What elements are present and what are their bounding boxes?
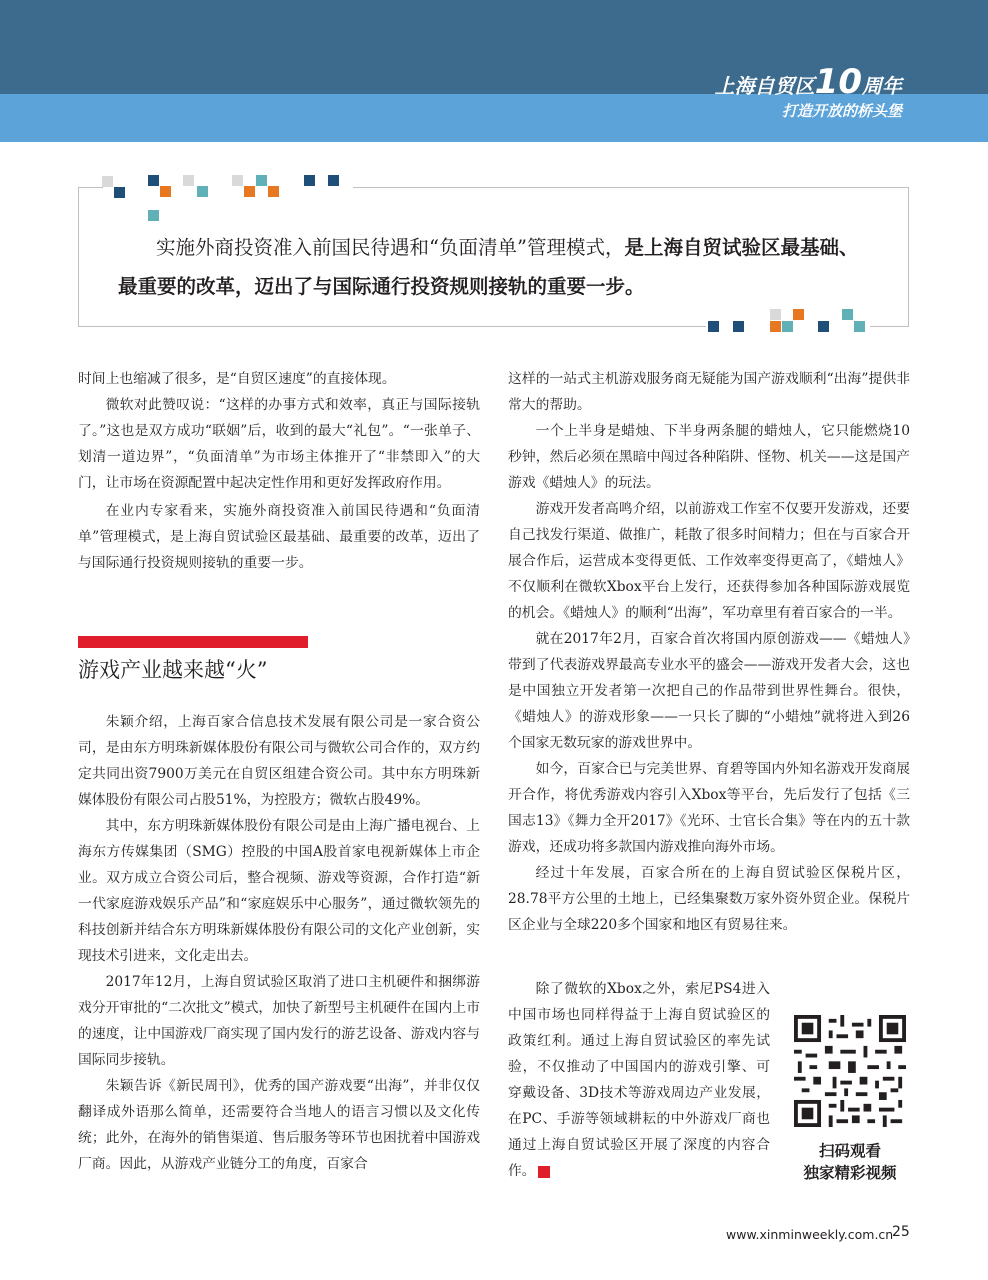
end-mark-icon — [538, 1166, 550, 1178]
section-bar — [78, 636, 308, 648]
article-column-right — [508, 366, 910, 938]
quote-frame-top-right — [353, 187, 909, 188]
brand-title: 上海自贸区10周年 — [714, 62, 902, 102]
brand-subtitle: 打造开放的桥头堡 — [781, 102, 902, 120]
article-column-left-2 — [78, 709, 480, 1177]
paragraph: 就在2017年2月，百家合首次将国内原创游戏——《蜡烛人》带到了代表游戏界最高专业水平的盛会——游戏开发者大会，这也是中国独立开发者第一次把自己的作品带到世界性舞台。很快，《蜡烛人》的游戏形象——一只长了脚的“小蜡烛”就将进入到26个国家无数玩家的游戏世界中。 — [508, 631, 910, 751]
pull-quote-bold-2: 最重要的改革，迈出了与国际通行投资规则接轨的重要一步。 — [118, 275, 645, 298]
article-column-right-last — [508, 976, 770, 1184]
paragraph: 在业内专家看来，实施外商投资准入前国民待遇和“负面清单”管理模式，是上海自贸试验区最基础、最重要的改革，迈出了与国际通行投资规则接轨的重要一步。 — [78, 503, 480, 571]
pull-quote-normal: 实施外商投资准入前国民待遇和“负面清单”管理模式， — [156, 236, 625, 259]
paragraph: 2017年12月，上海自贸试验区取消了进口主机硬件和捆绑游戏分开审批的“二次批文”模式，加快了新型号主机硬件在国内上市的速度，让中国游戏厂商实现了国内发行的游艺设备、游戏内容与国际同步接轨。 — [78, 974, 480, 1068]
paragraph: 微软对此赞叹说：“这样的办事方式和效率，真正与国际接轨了。”这也是双方成功“联姻”后，收到的最大“礼包”。“一张单子、划清一道边界”，“负面清单”为市场主体推开了“非禁即入”的大门，让市场在资源配置中起决定性作用和更好发挥政府作用。 — [78, 397, 480, 491]
pull-quote — [118, 228, 898, 306]
paragraph: 时间上也缩减了很多，是“自贸区速度”的直接体现。 — [78, 371, 396, 387]
quote-frame-top — [78, 187, 103, 188]
paragraph: 朱颖告诉《新民周刊》，优秀的国产游戏要“出海”，并非仅仅翻译成外语那么简单，还需要符合当地人的语言习惯以及文化传统；此外，在海外的销售渠道、售后服务等环节也困扰着中国游戏厂商。因此，从游戏产业链分工的角度，百家合 — [78, 1078, 480, 1172]
quote-frame-bottom — [78, 326, 706, 327]
paragraph: 游戏开发者高鸣介绍，以前游戏工作室不仅要开发游戏，还要自己找发行渠道、做推广，耗散了很多时间精力；但在与百家合开展合作后，运营成本变得更低、工作效率变得更高了，《蜡烛人》不仅顺利在微软Xbox平台上发行，还获得参加各种国际游戏展览的机会。《蜡烛人》的顺利“出海”，军功章里有着百家合的一半。 — [508, 501, 910, 621]
paragraph: 其中，东方明珠新媒体股份有限公司是由上海广播电视台、上海东方传媒集团（SMG）控股的中国A股首家电视新媒体上市企业。双方成立合资公司后，整合视频、游戏等资源，合作打造“新一代家庭游戏娱乐产品”和“家庭娱乐中心服务”，通过微软领先的科技创新并结合东方明珠新媒体股份有限公司的文化产业创新，实现技术引进来，文化走出去。 — [78, 818, 480, 964]
qr-caption: 扫码观看 独家精彩视频 — [803, 1142, 897, 1182]
footer-url[interactable]: www.xinminweekly.com.cn — [726, 1227, 894, 1242]
qr-code-icon[interactable] — [794, 1015, 906, 1127]
paragraph: 除了微软的Xbox之外，索尼PS4进入中国市场也同样得益于上海自贸试验区的政策红利。通过上海自贸试验区的率先试验，不仅推动了中国国内的游戏引擎、可穿戴设备、3D技术等游戏周边产业发展，在PC、手游等领域耕耘的中外游戏厂商也通过上海自贸试验区开展了深度的内容合作。 — [508, 981, 770, 1179]
article-column-left — [78, 366, 480, 576]
paragraph: 这样的一站式主机游戏服务商无疑能为国产游戏顺利“出海”提供非常大的帮助。 — [508, 371, 910, 413]
paragraph: 如今，百家合已与完美世界、育碧等国内外知名游戏开发商展开合作，将优秀游戏内容引入Xbox等平台，先后发行了包括《三国志13》《舞力全开2017》《光环、士官长合集》等在内的五十款游戏，还成功将多款国内游戏推向海外市场。 — [508, 761, 910, 855]
pull-quote-bold-1: 是上海自贸试验区最基础、 — [624, 236, 859, 259]
paragraph: 朱颖介绍，上海百家合信息技术发展有限公司是一家合资公司，是由东方明珠新媒体股份有限公司与微软公司合作的，双方约定共同出资7900万美元在自贸区组建合资公司。其中东方明珠新媒体股份有限公司占股51%，为控股方；微软占股49%。 — [78, 714, 480, 808]
paragraph: 经过十年发展，百家合所在的上海自贸试验区保税片区，28.78平方公里的土地上，已经集聚数万家外资外贸企业。保税片区企业与全球220多个国家和地区有贸易往来。 — [508, 865, 910, 933]
quote-frame-right — [908, 187, 909, 326]
page-number: 25 — [892, 1224, 910, 1240]
quote-frame-left — [78, 187, 79, 326]
quote-frame-bottom-right — [870, 326, 909, 327]
paragraph: 一个上半身是蜡烛、下半身两条腿的蜡烛人，它只能燃烧10秒钟，然后必须在黑暗中闯过各种陷阱、怪物、机关——这是国产游戏《蜡烛人》的玩法。 — [508, 423, 910, 491]
section-heading: 游戏产业越来越“火” — [78, 658, 268, 682]
